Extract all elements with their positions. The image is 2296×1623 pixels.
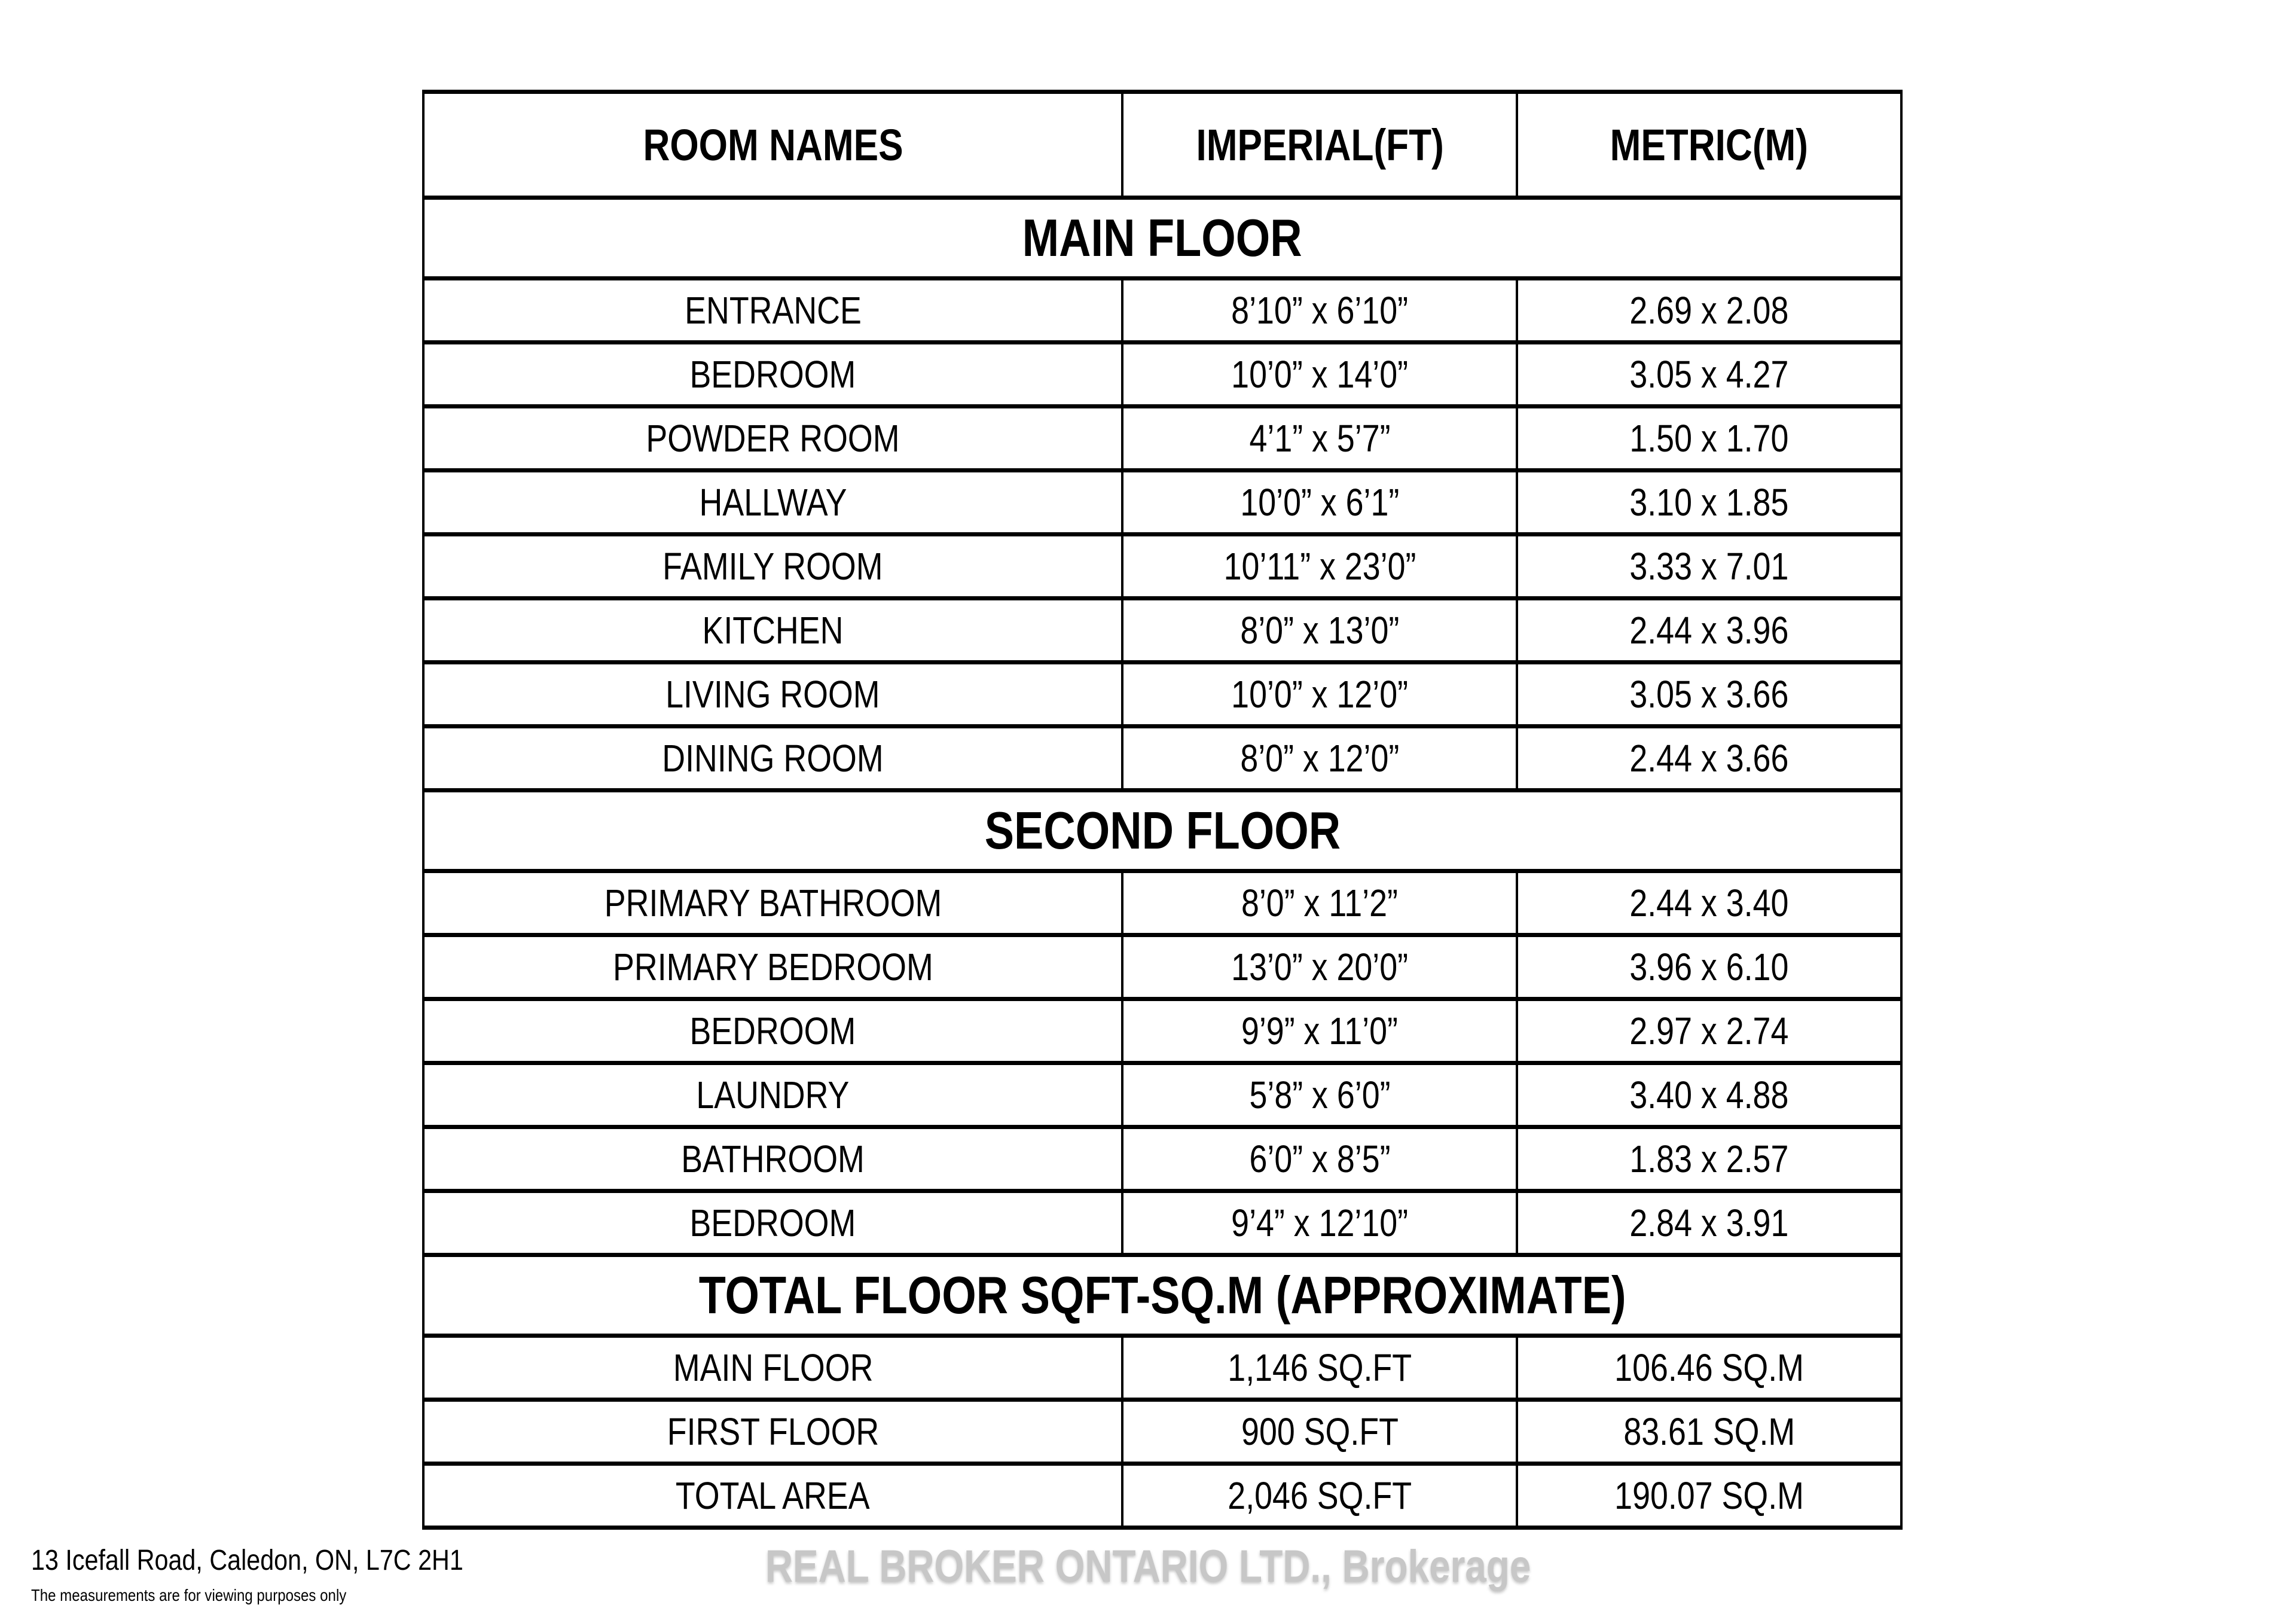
imperial-dimensions: 9’9” x 11’0” (1241, 1009, 1399, 1052)
cell-metric (1517, 871, 1901, 935)
section-cell (423, 1255, 1901, 1336)
cell-imperial (1122, 999, 1517, 1063)
cell-room (423, 1464, 1122, 1528)
total-area-sqft: 2,046 SQ.FT (1228, 1474, 1412, 1517)
header-cell-metric (1517, 92, 1901, 198)
room-name: LAUNDRY (696, 1073, 850, 1116)
section-title: SECOND FLOOR (984, 801, 1341, 860)
floor-area-sqft: 1,146 SQ.FT (1228, 1346, 1412, 1389)
cell-imperial (1122, 871, 1517, 935)
cell-metric (1517, 535, 1901, 599)
cell-imperial (1122, 599, 1517, 663)
room-name: PRIMARY BEDROOM (612, 945, 933, 989)
cell-imperial (1122, 1191, 1517, 1255)
table-row (423, 1400, 1901, 1464)
room-name: DINING ROOM (662, 737, 884, 780)
header-cell-room-names (423, 92, 1122, 198)
cell-imperial (1122, 1464, 1517, 1528)
floor-area-sqft: 900 SQ.FT (1241, 1410, 1399, 1453)
cell-metric (1517, 1336, 1901, 1400)
imperial-dimensions: 13’0” x 20’0” (1231, 945, 1409, 989)
section-cell (423, 198, 1901, 279)
section-cell (423, 791, 1901, 871)
room-name: BATHROOM (681, 1137, 865, 1180)
cell-imperial (1122, 1400, 1517, 1464)
metric-dimensions: 2.69 x 2.08 (1629, 289, 1789, 332)
table-row (423, 471, 1901, 535)
imperial-dimensions: 8’0” x 11’2” (1241, 881, 1399, 925)
imperial-dimensions: 5’8” x 6’0” (1249, 1073, 1391, 1116)
cell-imperial (1122, 279, 1517, 343)
table-row (423, 535, 1901, 599)
cell-metric (1517, 1400, 1901, 1464)
cell-room (423, 407, 1122, 471)
cell-room (423, 343, 1122, 407)
metric-dimensions: 2.44 x 3.40 (1629, 881, 1789, 925)
table-row (423, 1127, 1901, 1191)
cell-metric (1517, 407, 1901, 471)
room-name: ENTRANCE (684, 289, 862, 332)
cell-room (423, 1336, 1122, 1400)
table-row (423, 999, 1901, 1063)
cell-room (423, 1191, 1122, 1255)
cell-room (423, 471, 1122, 535)
cell-metric (1517, 1191, 1901, 1255)
cell-imperial (1122, 727, 1517, 791)
table-row (423, 279, 1901, 343)
cell-metric (1517, 1127, 1901, 1191)
metric-dimensions: 2.44 x 3.66 (1629, 737, 1789, 780)
cell-room (423, 1127, 1122, 1191)
table-row (423, 407, 1901, 471)
measurement-disclaimer-text: The measurements are for viewing purposes only (31, 1586, 347, 1604)
cell-metric (1517, 1464, 1901, 1528)
cell-metric (1517, 599, 1901, 663)
imperial-dimensions: 8’0” x 12’0” (1240, 737, 1400, 780)
cell-imperial (1122, 935, 1517, 999)
metric-dimensions: 2.44 x 3.96 (1629, 609, 1789, 652)
cell-metric (1517, 471, 1901, 535)
floor-area-sqm: 106.46 SQ.M (1614, 1346, 1805, 1389)
cell-metric (1517, 1063, 1901, 1127)
section-title: TOTAL FLOOR SQFT-SQ.M (APPROXIMATE) (698, 1265, 1626, 1325)
imperial-dimensions: 6’0” x 8’5” (1249, 1137, 1391, 1180)
table-row (423, 727, 1901, 791)
imperial-dimensions: 9’4” x 12’10” (1231, 1201, 1409, 1244)
cell-room (423, 535, 1122, 599)
column-header-imperial: IMPERIAL(FT) (1196, 120, 1444, 170)
imperial-dimensions: 10’0” x 12’0” (1231, 673, 1409, 716)
table-row (423, 1336, 1901, 1400)
table-header-row (423, 92, 1901, 198)
header-cell-imperial (1122, 92, 1517, 198)
section-row-totals (423, 1255, 1901, 1336)
room-name: HALLWAY (699, 481, 847, 524)
cell-imperial (1122, 343, 1517, 407)
table-row (423, 663, 1901, 727)
table-row (423, 935, 1901, 999)
cell-metric (1517, 727, 1901, 791)
table-row (423, 599, 1901, 663)
room-name: POWDER ROOM (646, 417, 900, 460)
table-row (423, 1191, 1901, 1255)
room-name: BEDROOM (689, 1201, 856, 1244)
room-name: PRIMARY BATHROOM (604, 881, 942, 925)
imperial-dimensions: 10’0” x 14’0” (1231, 353, 1409, 396)
imperial-dimensions: 4’1” x 5’7” (1249, 417, 1391, 460)
cell-room (423, 1063, 1122, 1127)
cell-imperial (1122, 407, 1517, 471)
cell-room (423, 935, 1122, 999)
metric-dimensions: 1.50 x 1.70 (1629, 417, 1789, 460)
cell-room (423, 279, 1122, 343)
imperial-dimensions: 8’10” x 6’10” (1231, 289, 1409, 332)
metric-dimensions: 2.84 x 3.91 (1629, 1201, 1789, 1244)
metric-dimensions: 3.96 x 6.10 (1629, 945, 1789, 989)
metric-dimensions: 1.83 x 2.57 (1629, 1137, 1789, 1180)
cell-imperial (1122, 535, 1517, 599)
room-name: BEDROOM (689, 353, 856, 396)
section-row-main-floor (423, 198, 1901, 279)
metric-dimensions: 3.05 x 4.27 (1629, 353, 1789, 396)
measurement-disclaimer (31, 1586, 398, 1605)
cell-imperial (1122, 1063, 1517, 1127)
cell-room (423, 871, 1122, 935)
imperial-dimensions: 10’11” x 23’0” (1223, 545, 1416, 588)
room-name: LIVING ROOM (665, 673, 880, 716)
floor-name: FIRST FLOOR (667, 1410, 879, 1453)
cell-room (423, 663, 1122, 727)
total-area-label: TOTAL AREA (676, 1474, 870, 1517)
metric-dimensions: 2.97 x 2.74 (1629, 1009, 1789, 1052)
table-row (423, 1063, 1901, 1127)
property-address-text: 13 Icefall Road, Caledon, ON, L7C 2H1 (31, 1545, 463, 1576)
cell-room (423, 1400, 1122, 1464)
floor-area-sqm: 83.61 SQ.M (1623, 1410, 1796, 1453)
cell-metric (1517, 279, 1901, 343)
section-title: MAIN FLOOR (1022, 208, 1303, 267)
metric-dimensions: 3.40 x 4.88 (1629, 1073, 1789, 1116)
room-name: KITCHEN (702, 609, 844, 652)
total-area-sqm: 190.07 SQ.M (1614, 1474, 1805, 1517)
column-header-metric: METRIC(M) (1610, 120, 1809, 170)
cell-imperial (1122, 1127, 1517, 1191)
table-row (423, 343, 1901, 407)
property-address (31, 1544, 533, 1577)
imperial-dimensions: 10’0” x 6’1” (1240, 481, 1400, 524)
table-row (423, 1464, 1901, 1528)
section-row-second-floor (423, 791, 1901, 871)
brokerage-watermark-text: REAL BROKER ONTARIO LTD., Brokerage (765, 1541, 1531, 1592)
room-name: BEDROOM (689, 1009, 856, 1052)
column-header-room-names: ROOM NAMES (643, 120, 903, 170)
imperial-dimensions: 8’0” x 13’0” (1240, 609, 1400, 652)
cell-imperial (1122, 471, 1517, 535)
metric-dimensions: 3.10 x 1.85 (1629, 481, 1789, 524)
cell-metric (1517, 999, 1901, 1063)
room-measurements-table (422, 90, 1903, 1530)
metric-dimensions: 3.33 x 7.01 (1629, 545, 1789, 588)
cell-metric (1517, 343, 1901, 407)
cell-imperial (1122, 1336, 1517, 1400)
cell-room (423, 999, 1122, 1063)
cell-room (423, 727, 1122, 791)
cell-metric (1517, 663, 1901, 727)
cell-metric (1517, 935, 1901, 999)
cell-imperial (1122, 663, 1517, 727)
cell-room (423, 599, 1122, 663)
room-name: FAMILY ROOM (662, 545, 883, 588)
table-row (423, 871, 1901, 935)
metric-dimensions: 3.05 x 3.66 (1629, 673, 1789, 716)
floor-name: MAIN FLOOR (673, 1346, 873, 1389)
